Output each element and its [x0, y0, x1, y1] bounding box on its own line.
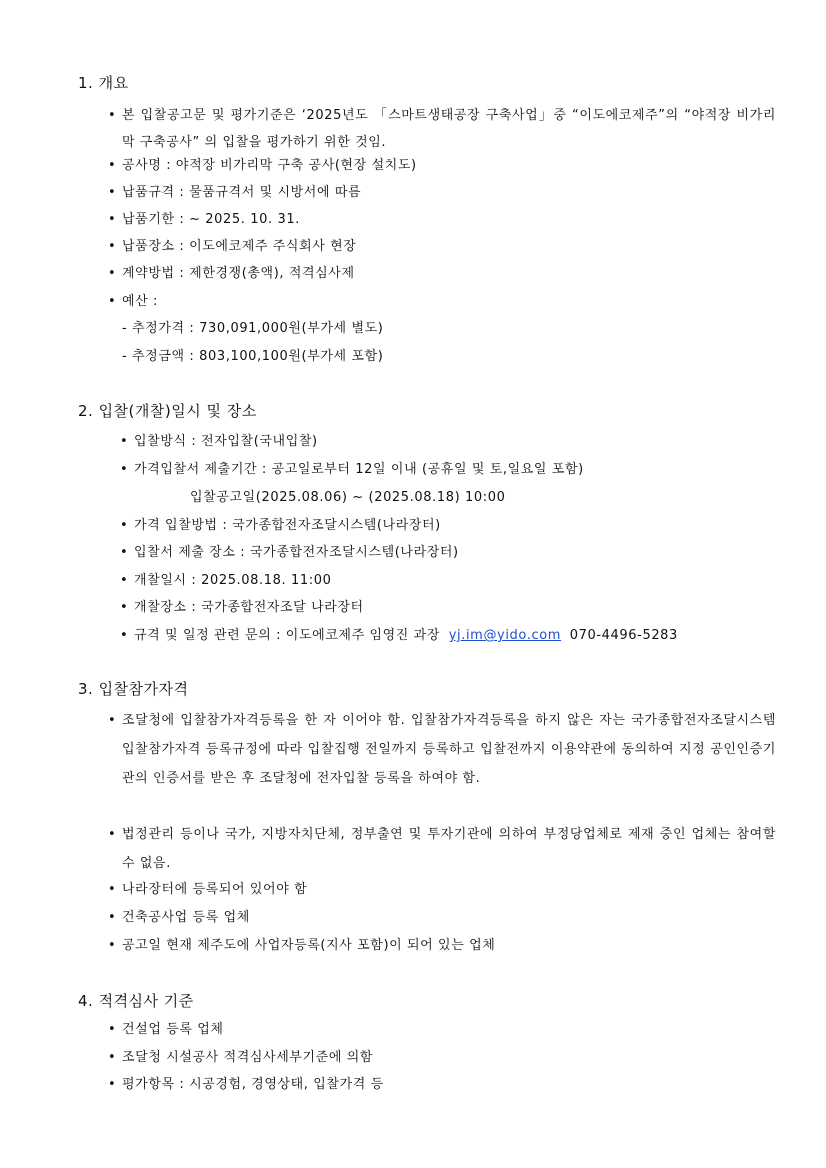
contact-phone: 070-4496-5283 — [569, 628, 678, 643]
list-item: • 납품장소 : 이도에코제주 주식회사 현장 — [108, 237, 776, 257]
bullet-icon: • — [108, 910, 117, 925]
list-item: • 본 입찰공고문 및 평가기준은 ‘2025년도 「스마트생태공장 구축사업」중 “이도에코제주”의 “야적장 비가리막 구축공사” 의 입찰을 평가하기 위한 것임. — [108, 102, 776, 156]
list-item: • 계약방법 : 제한경쟁(총액), 적격심사제 — [108, 264, 776, 284]
list-item: • 납품기한 : ~ 2025. 10. 31. — [108, 210, 776, 230]
list-item: • 예산 : — [108, 292, 776, 312]
section-bid-schedule — [78, 400, 778, 422]
bullet-icon: • — [120, 545, 129, 560]
section-qualification-criteria — [78, 990, 778, 1012]
list-item: • 나라장터에 등록되어 있어야 함 — [108, 880, 776, 900]
section-overview — [78, 72, 778, 94]
list-item: • 평가항목 : 시공경험, 경영상태, 입찰가격 등 — [108, 1075, 776, 1095]
list-item: • 건축공사업 등록 업체 — [108, 908, 776, 928]
section-title: 2. 입찰(개찰)일시 및 장소 — [78, 402, 257, 420]
bullet-icon: • — [120, 600, 129, 615]
section-eligibility — [78, 678, 778, 700]
list-item: • 규격 및 일정 관련 문의 : 이도에코제주 임영진 과장 yj.im@yido.com 070-4496-5283 — [120, 626, 776, 646]
bullet-icon: • — [108, 239, 117, 254]
list-item: • 법정관리 등이나 국가, 지방자치단체, 정부출연 및 투자기관에 의하여 부정당업체로 제재 중인 업체는 참여할 수 없음. — [108, 820, 776, 878]
bullet-icon: • — [108, 185, 117, 200]
list-item: • 개찰장소 : 국가종합전자조달 나라장터 — [120, 598, 776, 618]
bullet-icon: • — [108, 108, 117, 123]
budget-line: - 추정가격 : 730,091,000원(부가세 별도) — [122, 321, 384, 336]
list-item: • 건설업 등록 업체 — [108, 1020, 776, 1040]
section-title: 4. 적격심사 기준 — [78, 992, 194, 1010]
list-item: • 개찰일시 : 2025.08.18. 11:00 — [120, 571, 776, 591]
list-item: • 가격입찰서 제출기간 : 공고일로부터 12일 이내 (공휴일 및 토,일요일 포함) — [120, 460, 776, 480]
list-item: • 가격 입찰방법 : 국가종합전자조달시스템(나라장터) — [120, 516, 776, 536]
contact-email-link[interactable]: yj.im@yido.com — [448, 628, 562, 643]
section-title: 3. 입찰참가자격 — [78, 680, 189, 698]
bullet-icon: • — [108, 938, 117, 953]
bullet-icon: • — [120, 628, 129, 643]
budget-line: - 추정금액 : 803,100,100원(부가세 포함) — [122, 349, 384, 364]
bullet-icon: • — [120, 434, 129, 449]
list-item: • 조달청에 입찰참가자격등록을 한 자 이어야 함. 입찰참가자격등록을 하지 않은 자는 국가종합전자조달시스템 입찰참가자격 등록규정에 따라 입찰집행 전일까지 등록하고 입찰전까지 이용약관에 동의하여 지정 공인인증기관의 인증서를 받은 후 조달청에 전자입찰 등록을 하여야 함. — [108, 706, 776, 793]
bullet-icon: • — [108, 882, 117, 897]
bullet-icon: • — [108, 212, 117, 227]
bullet-icon: • — [108, 294, 117, 309]
bullet-icon: • — [108, 713, 117, 728]
bullet-icon: • — [108, 827, 117, 842]
list-item: • 공고일 현재 제주도에 사업자등록(지사 포함)이 되어 있는 업체 — [108, 936, 776, 956]
bullet-icon: • — [120, 518, 129, 533]
list-item: • 공사명 : 야적장 비가리막 구축 공사(현장 설치도) — [108, 156, 776, 176]
bullet-icon: • — [108, 1077, 117, 1092]
bullet-icon: • — [108, 1022, 117, 1037]
bullet-icon: • — [108, 1050, 117, 1065]
section-title: 1. 개요 — [78, 74, 129, 92]
bullet-icon: • — [120, 573, 129, 588]
bullet-icon: • — [120, 462, 129, 477]
bullet-icon: • — [108, 266, 117, 281]
bid-period: 입찰공고일(2025.08.06) ~ (2025.08.18) 10:00 — [190, 490, 506, 505]
list-item: • 조달청 시설공사 적격심사세부기준에 의함 — [108, 1048, 776, 1068]
bullet-icon: • — [108, 158, 117, 173]
list-item: • 입찰방식 : 전자입찰(국내입찰) — [120, 432, 776, 452]
list-item: • 입찰서 제출 장소 : 국가종합전자조달시스템(나라장터) — [120, 543, 776, 563]
list-item: • 납품규격 : 물품규격서 및 시방서에 따름 — [108, 183, 776, 203]
